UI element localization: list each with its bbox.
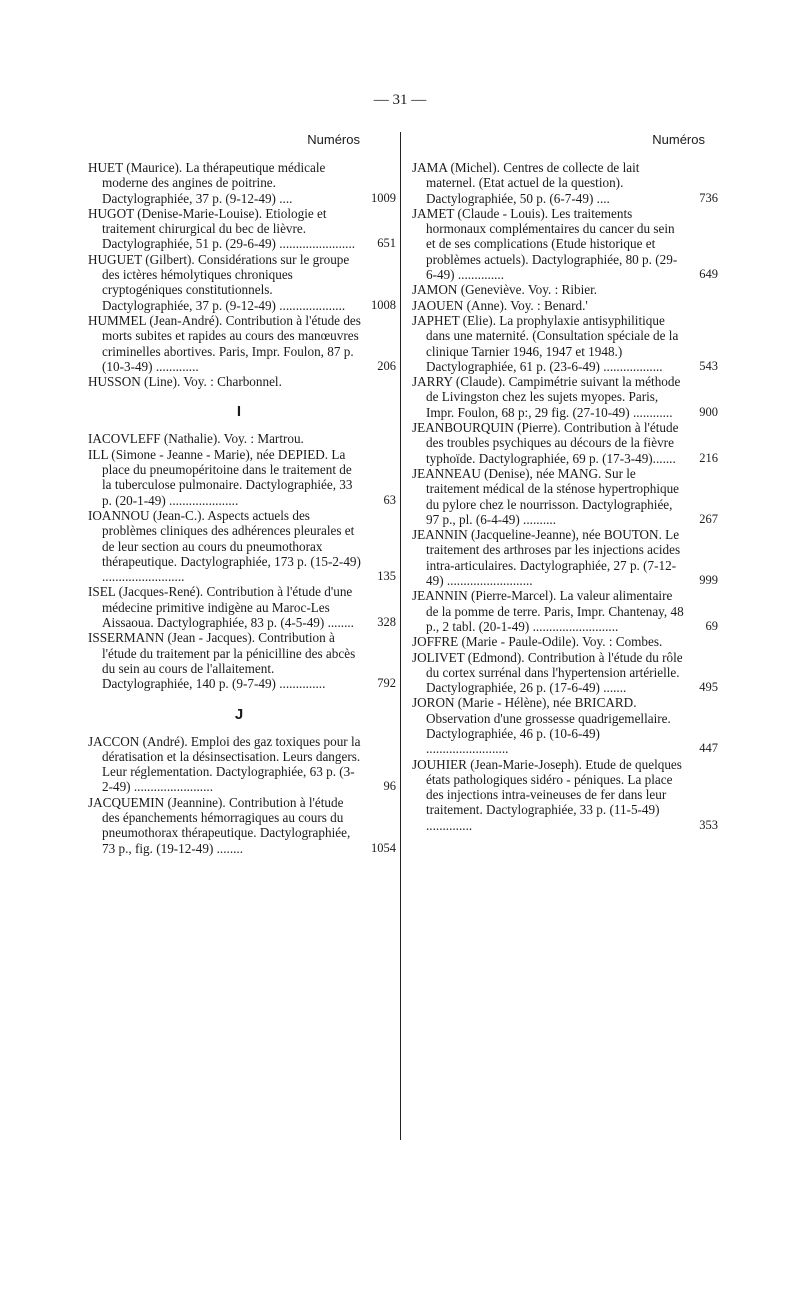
entry-text: JAMA (Michel). Centres de collecte de lait maternel. (Etat actuel de la question). Dactylographiée, 50 p. (6-7-49) .... <box>412 160 640 206</box>
column-divider <box>400 132 401 1140</box>
entry-text: JAMET (Claude - Louis). Les traitements hormonaux complémentaires du cancer du sein et de ses complications (Etude historique et problèmes actuels). Dactylographiée, 80 p. (29-6-49) .............. <box>412 205 678 283</box>
entry-text: HUMMEL (Jean-André). Contribution à l'étude des morts subites et rapides au cours des manœuvres criminelles abortives. Paris, Impr. Foulon, 87 p. (10-3-49) ............. <box>88 312 361 374</box>
entry-number: 267 <box>699 511 718 526</box>
entry-text: HUET (Maurice). La thérapeutique médicale moderne des angines de poitrine. Dactylographiée, 37 p. (9-12-49) .... <box>88 160 326 206</box>
index-entry <box>88 312 396 374</box>
entry-number: 63 <box>383 492 396 507</box>
entry-number: 69 <box>705 618 718 633</box>
entry-number: 1008 <box>371 297 396 312</box>
index-entry <box>88 794 396 856</box>
index-entry <box>88 205 396 252</box>
index-entry <box>412 634 712 649</box>
index-entry <box>412 298 712 313</box>
entry-text: ILL (Simone - Jeanne - Marie), née DEPIED. La place du pneumopéritoine dans le traitement de la tuberculose pulmonaire. Dactylographiée, 33 p. (20-1-49) ..................... <box>88 446 353 508</box>
index-entry <box>412 756 718 833</box>
entry-number: 495 <box>699 680 718 695</box>
entry-number: 736 <box>699 190 718 205</box>
index-entry <box>88 374 390 389</box>
index-entry <box>412 649 718 696</box>
entry-number: 206 <box>377 358 396 373</box>
entry-text: JOFFRE (Marie - Paule-Odile). Voy. : Combes. <box>412 634 663 650</box>
index-entry <box>88 507 396 585</box>
entry-text: IACOVLEFF (Nathalie). Voy. : Martrou. <box>88 431 304 447</box>
column-header-right: Numéros <box>652 132 705 147</box>
index-entry <box>88 630 396 692</box>
entry-number: 328 <box>377 615 396 630</box>
entry-text: JOUHIER (Jean-Marie-Joseph). Etude de quelques états pathologiques sidéro - péniques. La place des injections intra-veineuses de fer dans leur traitement. Dactylographiée, 33 p. (11-5-49) .............. <box>412 756 682 833</box>
entry-text: JARRY (Claude). Campimétrie suivant la méthode de Livingston chez les sujets myopes. Paris, Impr. Foulon, 68 p:, 29 fig. (27-10-49) ............ <box>412 374 681 420</box>
entry-text: ISEL (Jacques-René). Contribution à l'étude d'une médecine primitive indigène au Maroc-Les Aissaoua. Dactylographiée, 83 p. (4-5-49) ........ <box>88 584 354 631</box>
entry-text: JEANNEAU (Denise), née MANG. Sur le traitement médical de la sténose hypertrophique du pylore chez le nourrisson. Dactylographiée, 97 p., pl. (6-4-49) .......... <box>412 465 680 527</box>
entry-number: 447 <box>699 741 718 756</box>
entry-text: JEANNIN (Pierre-Marcel). La valeur alimentaire de la pomme de terre. Paris, Impr. Chantenay, 48 p., 2 tabl. (20-1-49) .......................... <box>412 588 684 634</box>
entry-number: 96 <box>383 779 396 794</box>
entry-text: HUGOT (Denise-Marie-Louise). Etiologie et traitement chirurgical du bec de lièvre. Dactylographiée, 51 p. (29-6-49) ....................... <box>88 205 356 252</box>
entry-number: 1054 <box>371 840 396 855</box>
index-entry <box>88 431 390 446</box>
entry-text: JAOUEN (Anne). Voy. : Benard.' <box>412 297 588 313</box>
entry-number: 135 <box>377 569 396 584</box>
right-column <box>412 160 718 833</box>
entry-number: 649 <box>699 267 718 282</box>
entry-text: ISSERMANN (Jean - Jacques). Contribution à l'étude du traitement par la pénicilline des abcès du sein au cours de l'allaitement. Dactylographiée, 140 p. (9-7-49) .............. <box>88 630 356 692</box>
index-entry <box>88 251 396 313</box>
index-entry <box>412 312 718 374</box>
entry-text: HUSSON (Line). Voy. : Charbonnel. <box>88 374 282 390</box>
column-header-left: Numéros <box>307 132 360 147</box>
index-entry <box>412 205 718 283</box>
page-number: — 31 — <box>373 92 427 108</box>
entry-text: JACCON (André). Emploi des gaz toxiques pour la dératisation et la désinsectisation. Leurs dangers. Leur réglementation. Dactylographiée, 63 p. (3-2-49) ........................ <box>88 733 361 795</box>
entry-text: JEANBOURQUIN (Pierre). Contribution à l'étude des troubles psychiques au décours de la fièvre typhoïde. Dactylographiée, 69 p. (17-3-49)....... <box>412 420 679 466</box>
index-entry <box>88 733 396 795</box>
index-entry <box>88 160 396 206</box>
entry-number: 353 <box>699 817 718 832</box>
index-entry <box>412 374 718 420</box>
entry-text: IOANNOU (Jean-C.). Aspects actuels des problèmes cliniques des adhérences pleurales et de leur section au cours du pneumothorax thérapeutique. Dactylographiée, 173 p. (15-2-49) ......................... <box>88 507 361 585</box>
entry-number: 216 <box>699 450 718 465</box>
entry-text: JORON (Marie - Hélène), née BRICARD. Observation d'une grossesse quadrigemellaire. Dactylographiée, 46 p. (10-6-49) ......................... <box>412 695 671 757</box>
entry-number: 543 <box>699 358 718 373</box>
entry-text: JACQUEMIN (Jeannine). Contribution à l'étude des épanchements hémorragiques au cours du pneumothorax thérapeutique. Dactylographiée, 73 p., fig. (19-12-49) ........ <box>88 794 351 856</box>
index-entry <box>88 446 396 508</box>
entry-number: 1009 <box>371 190 396 205</box>
entry-number: 651 <box>377 236 396 251</box>
entry-number: 900 <box>699 404 718 419</box>
section-letter: J <box>234 705 244 723</box>
index-entry <box>412 695 718 757</box>
section-letter: I <box>236 403 242 421</box>
index-entry <box>412 420 718 466</box>
entry-text: JAMON (Geneviève. Voy. : Ribier. <box>412 282 598 298</box>
entry-text: JOLIVET (Edmond). Contribution à l'étude du rôle du cortex surrénal dans l'hypertension artérielle. Dactylographiée, 26 p. (17-6-49) ....... <box>412 649 683 696</box>
entry-text: JAPHET (Elie). La prophylaxie antisyphilitique dans une maternité. (Consultation spéciale de la clinique Tarnier 1946, 1947 et 1948.) Dactylographiée, 61 p. (23-6-49) .................. <box>412 312 679 374</box>
entry-number: 792 <box>377 676 396 691</box>
left-column <box>88 160 396 856</box>
entry-number: 999 <box>699 573 718 588</box>
entry-text: HUGUET (Gilbert). Considérations sur le groupe des ictères hémolytiques chroniques cryptogéniques constitutionnels. Dactylographiée, 37 p. (9-12-49) .................... <box>88 251 350 313</box>
index-entry <box>412 465 718 527</box>
index-entry <box>412 588 718 634</box>
index-entry <box>412 527 718 589</box>
index-entry <box>412 282 712 297</box>
index-entry <box>412 160 718 206</box>
index-entry <box>88 584 396 631</box>
entry-text: JEANNIN (Jacqueline-Jeanne), née BOUTON. Le traitement des arthroses par les injections acides intra-articulaires. Dactylographiée, 27 p. (7-12-49) .......................... <box>412 527 681 589</box>
